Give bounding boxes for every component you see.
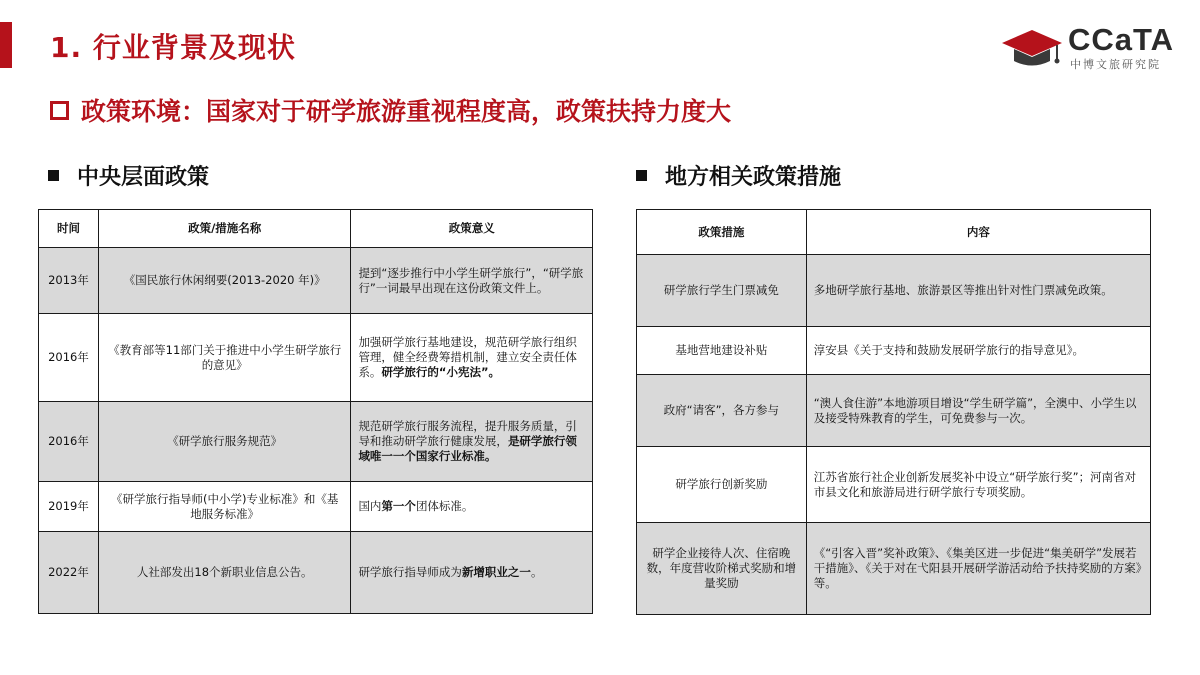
meaning-text: 国内 bbox=[358, 499, 382, 513]
row-measure: 研学旅行学生门票减免 bbox=[637, 255, 807, 327]
meaning-emphasis: 新增职业之一 bbox=[461, 565, 531, 579]
square-bullet-icon bbox=[636, 170, 647, 181]
row-content: 《“引客入晋”奖补政策》、《集美区进一步促进“集美研学”发展若干措施》、《关于对在弋阳县开展研学游活动给予扶持奖励的方案》等。 bbox=[806, 523, 1150, 615]
row-time: 2022年 bbox=[39, 532, 99, 614]
table-row bbox=[637, 327, 1151, 375]
meaning-text: 加强研学旅行基地建设，规范研学旅行组织管理，健全经费筹措机制，建立安全责任体系。 bbox=[358, 335, 577, 379]
graduation-cap-icon bbox=[1000, 28, 1064, 70]
table-header-row bbox=[39, 210, 593, 248]
meaning-text: 研学旅行指导师成为 bbox=[358, 565, 462, 579]
square-bullet-icon bbox=[48, 170, 59, 181]
table-row bbox=[39, 314, 593, 402]
row-time: 2013年 bbox=[39, 248, 99, 314]
meaning-text: 。 bbox=[530, 565, 543, 579]
row-policy-meaning bbox=[351, 402, 593, 482]
table-row bbox=[39, 402, 593, 482]
row-time: 2016年 bbox=[39, 402, 99, 482]
row-time: 2019年 bbox=[39, 482, 99, 532]
row-content: 多地研学旅行基地、旅游景区等推出针对性门票减免政策。 bbox=[806, 255, 1150, 327]
table-row bbox=[637, 255, 1151, 327]
local-policy-table bbox=[636, 209, 1151, 615]
subtitle-text: 政策环境：国家对于研学旅游重视程度高，政策扶持力度大 bbox=[81, 97, 732, 126]
row-policy-meaning bbox=[351, 532, 593, 614]
logo bbox=[998, 22, 1175, 72]
section-title-local bbox=[636, 160, 841, 191]
row-policy-meaning bbox=[351, 314, 593, 402]
row-policy-name: 人社部发出18个新职业信息公告。 bbox=[98, 532, 350, 614]
table-header-row bbox=[637, 210, 1151, 255]
table-row bbox=[637, 375, 1151, 447]
section-title-central bbox=[48, 160, 209, 191]
row-content: “澳人食住游”本地游项目增设“学生研学篇”，全澳中、小学生以及接受特殊教育的学生，可免费参与一次。 bbox=[806, 375, 1150, 447]
row-time: 2016年 bbox=[39, 314, 99, 402]
meaning-text: 规范研学旅行服务流程，提升服务质量，引导和推动研学旅行健康发展， bbox=[358, 419, 577, 448]
table-row bbox=[637, 447, 1151, 523]
header-content: 内容 bbox=[806, 210, 1150, 255]
row-measure: 基地营地建设补贴 bbox=[637, 327, 807, 375]
table-row bbox=[39, 482, 593, 532]
row-policy-name: 《研学旅行指导师(中小学)专业标准》和《基地服务标准》 bbox=[98, 482, 350, 532]
header-policy-meaning: 政策意义 bbox=[351, 210, 593, 248]
meaning-text: 团体标准。 bbox=[415, 499, 474, 513]
row-policy-name: 《国民旅行休闲纲要(2013-2020 年)》 bbox=[98, 248, 350, 314]
row-policy-meaning bbox=[351, 482, 593, 532]
row-policy-name: 《研学旅行服务规范》 bbox=[98, 402, 350, 482]
meaning-emphasis: 第一个 bbox=[381, 499, 416, 513]
meaning-emphasis: 研学旅行的“小宪法”。 bbox=[381, 365, 501, 379]
table-row bbox=[39, 532, 593, 614]
header-measure: 政策措施 bbox=[637, 210, 807, 255]
title-accent-bar bbox=[0, 22, 12, 68]
logo-subtext: 中博文旅研究院 bbox=[1070, 58, 1161, 71]
row-measure: 政府“请客”，各方参与 bbox=[637, 375, 807, 447]
central-policy-table bbox=[38, 209, 593, 614]
logo-text: CCaTA bbox=[1068, 22, 1175, 57]
row-measure: 研学企业接待人次、住宿晚数，年度营收阶梯式奖励和增量奖励 bbox=[637, 523, 807, 615]
table-row bbox=[39, 248, 593, 314]
row-content: 江苏省旅行社企业创新发展奖补中设立“研学旅行奖”；河南省对市县文化和旅游局进行研学旅行专项奖励。 bbox=[806, 447, 1150, 523]
section-title-central-text: 中央层面政策 bbox=[77, 165, 210, 190]
meaning-emphasis: 是研学旅行领域唯一一个国家行业标准。 bbox=[358, 434, 577, 463]
hollow-square-bullet-icon bbox=[50, 101, 69, 120]
row-policy-meaning: 提到“逐步推行中小学生研学旅行”，“研学旅行”一词最早出现在这份政策文件上。 bbox=[351, 248, 593, 314]
subtitle bbox=[50, 92, 731, 128]
row-policy-name: 《教育部等11部门关于推进中小学生研学旅行的意见》 bbox=[98, 314, 350, 402]
page-title: 1. 行业背景及现状 bbox=[50, 31, 296, 64]
row-content: 淳安县《关于支持和鼓励发展研学旅行的指导意见》。 bbox=[806, 327, 1150, 375]
row-measure: 研学旅行创新奖励 bbox=[637, 447, 807, 523]
header-policy-name: 政策/措施名称 bbox=[98, 210, 350, 248]
header-time: 时间 bbox=[39, 210, 99, 248]
section-title-local-text: 地方相关政策措施 bbox=[665, 165, 842, 190]
table-row bbox=[637, 523, 1151, 615]
